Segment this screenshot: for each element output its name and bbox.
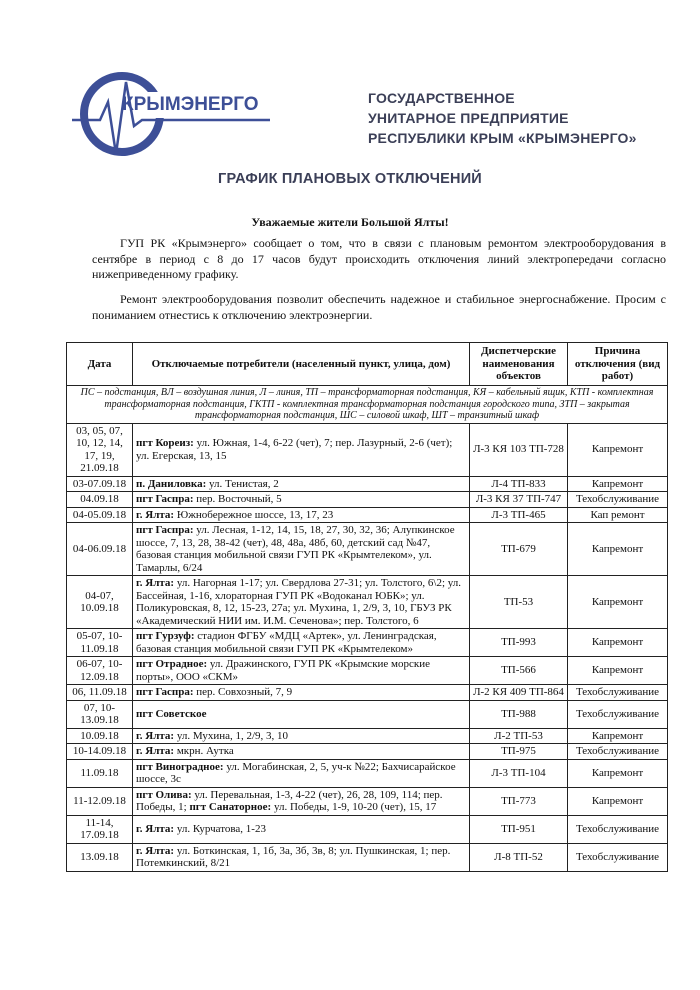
row-date: 03-07.09.18 [67,476,133,492]
row-date: 11.09.18 [67,759,133,787]
schedule-title: ГРАФИК ПЛАНОВЫХ ОТКЛЮЧЕНИЙ [218,171,482,187]
row-date: 10-14.09.18 [67,744,133,760]
row-address: ул. Южная, 1-4, 6-22 (чет), 7; пер. Лазурный, 2-6 (чет); ул. Егерская, 13, 15 [136,437,453,462]
abbreviation-legend: ПС – подстанция, ВЛ – воздушная линия, Л – линия, ТП – трансформаторная подстанция, КЯ – кабельный ящик, КТП - комплектная трансформаторная подстанция, ГКТП - комплектная трансформаторная подстанция городского типа, ЗТП – закрытая трансформаторная подстанция, ШС – силовой шкаф, ШТ – транзитный шкаф [67,386,668,424]
row-locality: г. Ялта: [136,729,175,742]
company-line: УНИТАРНОЕ ПРЕДПРИЯТИЕ [368,110,569,126]
row-consumers [133,744,470,760]
row-date: 11-12.09.18 [67,787,133,815]
row-reason: Капремонт [568,629,668,657]
row-address: ул. Мухина, 1, 2/9, 3, 10 [174,729,289,742]
row-date: 04.09.18 [67,492,133,508]
table-row [67,657,668,685]
table-row [67,423,668,476]
row-date: 07, 10-13.09.18 [67,700,133,728]
row-reason: Техобслуживание [568,700,668,728]
row-reason: Техобслуживание [568,685,668,701]
row-locality: г. Ялта: [136,822,175,835]
row-reason: Капремонт [568,759,668,787]
row-object: Л-3 КЯ 103 ТП-728 [470,423,568,476]
header-consumers: Отключаемые потребители (населенный пункт, улица, дом) [133,343,470,386]
table-row [67,843,668,871]
row-consumers [133,685,470,701]
row-object: ТП-988 [470,700,568,728]
row-consumers [133,787,470,815]
company-line: РЕСПУБЛИКИ КРЫМ «КРЫМЭНЕРГО» [368,130,637,146]
row-address: ул. Победы, 1-9, 10-20 (чет), 15, 17 [271,801,437,813]
row-reason: Техобслуживание [568,492,668,508]
row-reason: Капремонт [568,423,668,476]
row-locality: п. Даниловка: [136,477,207,490]
greeting: Уважаемые жители Большой Ялты! [251,215,449,229]
row-date: 13.09.18 [67,843,133,871]
row-reason: Капремонт [568,523,668,576]
row-address: Южнобережное шоссе, 13, 17, 23 [174,508,334,521]
table-row [67,523,668,576]
row-object: ТП-975 [470,744,568,760]
krymenergo-logo [70,62,275,167]
table-header-row [67,343,668,386]
row-locality: пгт Виноградное: [136,760,224,773]
company-line: ГОСУДАРСТВЕННОЕ [368,90,515,106]
row-address: мкрн. Аутка [174,745,234,757]
row-address: ул. Нагорная 1-17; ул. Свердлова 27-31; ул. Толстого, 6\2; ул. Бассейная, 1-16, хлораторная ГУП РК «Водоканал ЮБК»; ул. Поликуровская, 8, 12, 15-23, 27а; ул. Мухина, 1, 2/9, 3, 10, ГБУЗ РК «Академический НИИ им. И.М. Сеченова»; пер. Толстого, 6 [136,577,462,627]
row-object: ТП-951 [470,815,568,843]
row-object: ТП-53 [470,576,568,629]
outage-schedule-table [66,342,668,872]
row-consumers [133,492,470,508]
row-reason: Капремонт [568,476,668,492]
row-locality: пгт Гаспра: [136,686,194,698]
row-consumers [133,423,470,476]
row-object: Л-3 КЯ 37 ТП-747 [470,492,568,508]
row-object: Л-8 ТП-52 [470,843,568,871]
row-object: Л-3 ТП-465 [470,507,568,523]
row-consumers [133,476,470,492]
row-reason: Техобслуживание [568,843,668,871]
intro-paragraph: ГУП РК «Крымэнерго» сообщает о том, что в связи с плановым ремонтом электрооборудования в сентябре в период с 8 до 17 часов будут происходить отключения линий электропередачи согласно нижеприведенному графику. [92,236,666,281]
row-locality: г. Ялта: [136,508,175,521]
table-row [67,700,668,728]
row-consumers [133,728,470,744]
row-consumers [133,523,470,576]
row-locality: г. Ялта: [136,844,175,857]
row-locality: пгт Гаспра: [136,524,194,536]
row-object: ТП-566 [470,657,568,685]
row-reason: Техобслуживание [568,815,668,843]
row-locality: г. Ялта: [136,577,175,589]
row-object: ТП-993 [470,629,568,657]
row-object: Л-2 КЯ 409 ТП-864 [470,685,568,701]
row-locality: пгт Кореиз: [136,437,194,449]
row-date: 04-07, 10.09.18 [67,576,133,629]
header-reason: Причина отключения (вид работ) [568,343,668,386]
row-consumers [133,815,470,843]
header-objects: Диспетчерские наименования объектов [470,343,568,386]
row-consumers [133,657,470,685]
row-object: Л-4 ТП-833 [470,476,568,492]
row-reason: Капремонт [568,576,668,629]
row-address: ул. Могабинская, 2, 5, уч-к №22; Бахчисарайское шоссе, 3с [136,760,456,785]
row-address: ул. Лесная, 1-12, 14, 15, 18, 27, 30, 32, 36; Алупкинское шоссе, 7, 13, 28, 38-42 (чет), 48, 48а, 48б, 60, детский сад №47, базовая станция мобильной связи ГУП РК «Крымтелеком», ул. Тамарлы, 6/24 [136,524,455,574]
row-date: 04-05.09.18 [67,507,133,523]
row-address: стадион ФГБУ «МДЦ «Артек», ул. Ленинградская, базовая станция мобильной связи ГУП РК «Крымтелеком» [136,630,437,655]
row-consumers [133,576,470,629]
table-row [67,759,668,787]
row-reason: Техобслуживание [568,744,668,760]
row-consumers [133,700,470,728]
row-consumers [133,507,470,523]
row-locality: пгт Гаспра: [136,493,194,505]
legend-row [67,386,668,424]
row-date: 06-07, 10-12.09.18 [67,657,133,685]
row-date: 03, 05, 07, 10, 12, 14, 17, 19, 21.09.18 [67,423,133,476]
table-row [67,576,668,629]
row-object: Л-3 ТП-104 [470,759,568,787]
row-object: ТП-679 [470,523,568,576]
row-locality: пгт Советское [136,707,207,720]
row-address: ул. Курчатова, 1-23 [174,822,266,835]
table-row [67,476,668,492]
row-date: 11-14, 17.09.18 [67,815,133,843]
row-date: 04-06.09.18 [67,523,133,576]
request-paragraph: Ремонт электрооборудования позволит обеспечить надежное и стабильное энергоснабжение. Просим с пониманием отнестись к отключению электроэнергии. [92,292,666,322]
row-address: ул. Тенистая, 2 [206,477,279,490]
table-row [67,728,668,744]
row-date: 10.09.18 [67,728,133,744]
row-address: ул. Перевальная, 1-3, 4-22 (чет), 26, 28, 109, 114; пер. Победы, 1; [136,788,443,813]
table-row [67,815,668,843]
table-row [67,744,668,760]
header-date: Дата [67,343,133,386]
row-address: пер. Восточный, 5 [193,493,282,505]
row-object: Л-2 ТП-53 [470,728,568,744]
table-row [67,492,668,508]
row-object: ТП-773 [470,787,568,815]
table-row [67,507,668,523]
row-consumers [133,629,470,657]
row-reason: Капремонт [568,787,668,815]
row-locality: г. Ялта: [136,745,175,757]
table-row [67,685,668,701]
row-address: ул. Боткинская, 1, 1б, 3а, 3б, 3в, 8; ул. Пушкинская, 1; пер. Потемкинский, 8/21 [136,844,451,869]
row-consumers [133,759,470,787]
row-locality: пгт Олива: [136,788,192,801]
row-locality: пгт Гурзуф: [136,630,195,642]
row-address: пер. Совхозный, 7, 9 [193,686,293,698]
company-name [368,88,688,148]
row-locality: пгт Санаторное: [186,801,272,813]
row-reason: Капремонт [568,657,668,685]
row-date: 05-07, 10-11.09.18 [67,629,133,657]
logo-text: КРЫМЭНЕРГО [122,94,259,115]
table-row [67,629,668,657]
row-date: 06, 11.09.18 [67,685,133,701]
row-consumers [133,843,470,871]
row-reason: Капремонт [568,728,668,744]
row-reason: Кап ремонт [568,507,668,523]
table-row [67,787,668,815]
row-locality: пгт Отрадное: [136,658,208,670]
row-address: ул. Дражинского, ГУП РК «Крымские морские порты», ООО «СКМ» [136,658,431,683]
